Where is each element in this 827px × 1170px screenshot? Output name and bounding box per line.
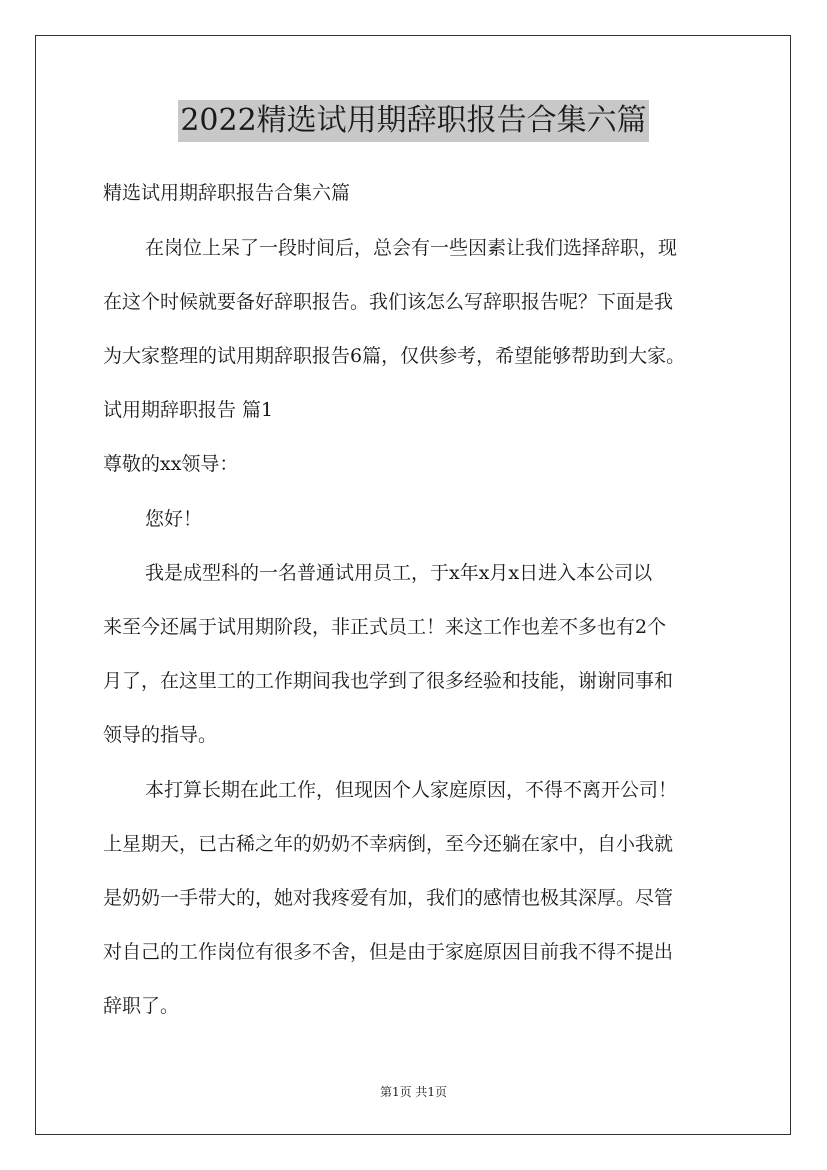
paragraph-line: 是奶奶一手带大的，她对我疼爱有加，我们的感情也极其深厚。尽管 [103, 887, 674, 909]
paragraph-line: 我是成型科的一名普通试用员工，于x年x月x日进入本公司以 [145, 562, 653, 584]
document-title: 2022精选试用期辞职报告合集六篇 [178, 100, 648, 142]
paragraph-line: 在这个时候就要备好辞职报告。我们该怎么写辞职报告呢？下面是我 [103, 291, 674, 313]
section-heading: 试用期辞职报告 篇1 [103, 399, 274, 421]
paragraph-line: 在岗位上呆了一段时间后，总会有一些因素让我们选择辞职，现 [145, 237, 678, 259]
paragraph-line: 来至今还属于试用期阶段，非正式员工！来这工作也差不多也有2个 [103, 616, 667, 638]
title-container [0, 100, 827, 142]
greeting: 您好！ [145, 508, 203, 530]
paragraph-line: 本打算长期在此工作，但现因个人家庭原因，不得不离开公司！ [145, 779, 678, 801]
subtitle-line: 精选试用期辞职报告合集六篇 [103, 182, 351, 204]
paragraph-line: 对自己的工作岗位有很多不舍，但是由于家庭原因目前我不得不提出 [103, 941, 674, 963]
paragraph-line: 上星期天，已古稀之年的奶奶不幸病倒，至今还躺在家中，自小我就 [103, 833, 674, 855]
page-footer: 第1页 共1页 [379, 1085, 448, 1099]
paragraph-line: 辞职了。 [103, 995, 180, 1017]
paragraph-line: 领导的指导。 [103, 724, 218, 746]
salutation: 尊敬的xx领导： [103, 453, 239, 475]
paragraph-line: 为大家整理的试用期辞职报告6篇，仅供参考，希望能够帮助到大家。 [103, 345, 686, 367]
paragraph-line: 月了，在这里工的工作期间我也学到了很多经验和技能，谢谢同事和 [103, 670, 674, 692]
